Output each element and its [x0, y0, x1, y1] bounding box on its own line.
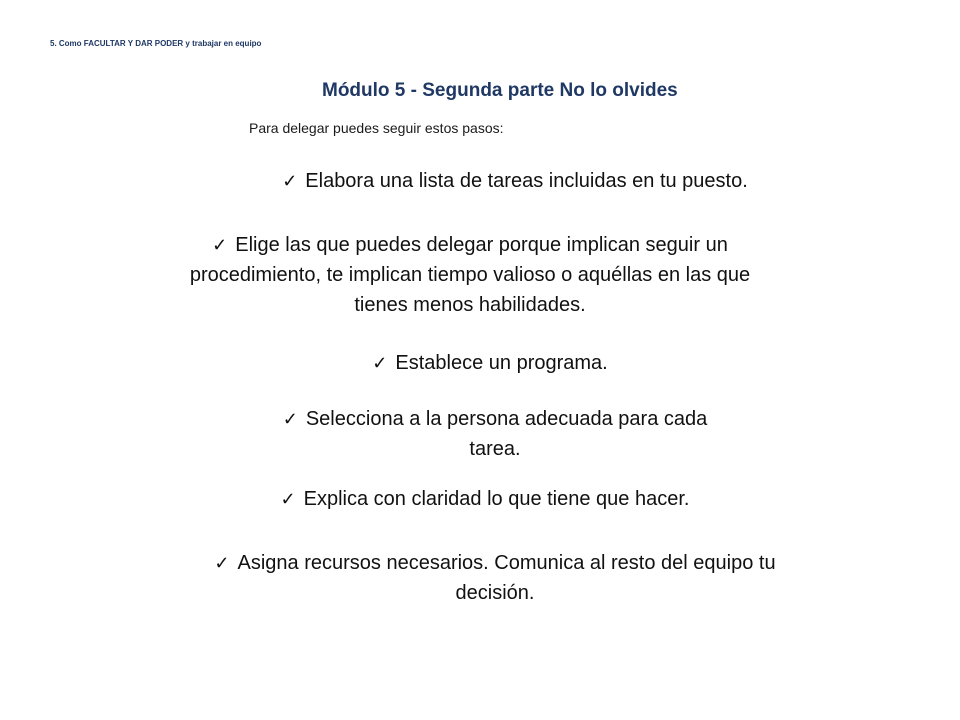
intro-text: Para delegar puedes seguir estos pasos: [249, 120, 504, 136]
section-header: 5. Como FACULTAR Y DAR PODER y trabajar en equipo [50, 39, 262, 48]
step-item-3 [330, 348, 650, 378]
checkmark-icon: ✓ [282, 171, 298, 191]
checkmark-icon: ✓ [282, 409, 298, 429]
step-text: Establece un programa. [395, 352, 608, 374]
step-item-2 [180, 230, 760, 320]
step-text: Asigna recursos necesarios. Comunica al resto del equipo tu decisión. [237, 552, 776, 604]
checkmark-icon: ✓ [372, 353, 388, 373]
step-item-4 [260, 404, 730, 464]
step-text: Selecciona a la persona adecuada para cada tarea. [305, 408, 708, 460]
checkmark-icon: ✓ [280, 489, 296, 509]
step-item-6 [190, 548, 800, 608]
step-text: Explica con claridad lo que tiene que hacer. [303, 488, 690, 510]
step-item-5 [215, 484, 755, 514]
checkmark-icon: ✓ [214, 553, 230, 573]
checkmark-icon: ✓ [212, 235, 228, 255]
page-title: Módulo 5 - Segunda parte No lo olvides [322, 80, 678, 101]
step-item-1 [260, 166, 770, 196]
step-text: Elabora una lista de tareas incluidas en tu puesto. [305, 170, 748, 192]
step-text: Elige las que puedes delegar porque implican seguir un procedimiento, te implican tiempo valioso o aquéllas en las que tienes menos habilidades. [189, 234, 751, 316]
